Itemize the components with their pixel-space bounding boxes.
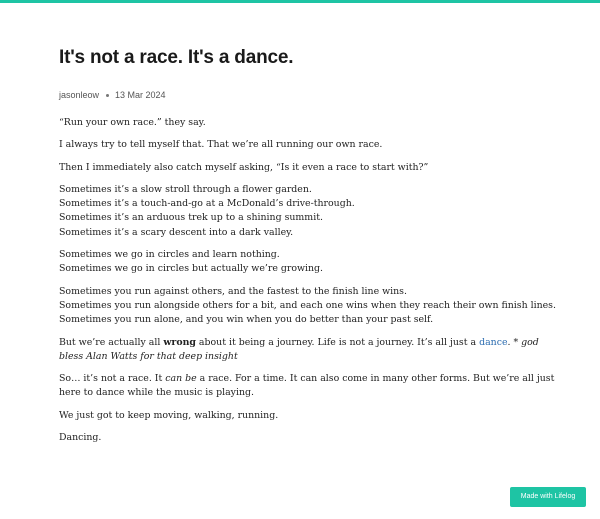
post-body [59,116,559,445]
dance-link[interactable]: dance [479,336,508,348]
paragraph: Then I immediately also catch myself asking, “Is it even a race to start with?” [59,161,429,173]
author-name: jasonleow [59,90,100,100]
paragraph-line: Sometimes we go in circles and learn nothing. [59,249,280,261]
paragraph-line: Sometimes it’s a slow stroll through a flower garden. [59,183,312,195]
paragraph [59,285,559,328]
page-title: It's not a race. It's a dance. [59,47,294,68]
article [59,44,559,453]
post-date: 13 Mar 2024 [115,90,166,100]
paragraph: “Run your own race.” they say. [59,117,206,128]
paragraph-line: Sometimes you run alone, and you win when you do better than your past self. [59,314,434,326]
paragraph [59,183,559,240]
text-run: So… it’s not a race. It [59,373,166,385]
paragraph [59,248,559,277]
separator-dot-icon [106,94,109,97]
top-accent-bar [0,0,600,3]
made-with-lifelog-button[interactable]: Made with Lifelog [510,487,586,507]
paragraph-line: Sometimes you run against others, and the fastest to the finish line wins. [59,285,407,297]
text-run: But we’re actually all [59,336,164,348]
text-run: . * [507,336,522,348]
paragraph [59,336,559,365]
paragraph [59,372,559,401]
bold-text: wrong [163,336,196,348]
paragraph: We just got to keep moving, walking, running. [59,409,279,421]
paragraph-line: Sometimes it’s an arduous trek up to a shining summit. [59,212,323,224]
italic-text: god bless Alan Watts for that deep insight [59,336,539,362]
paragraph: Dancing. [59,432,102,444]
text-run: a race. For a time. It can also come in many other forms. But we’re all just here to dance while the music is playing. [59,373,555,399]
paragraph-line: Sometimes you run alongside others for a bit, and each one wins when they reach their own finish lines. [59,299,556,311]
post-meta [59,89,559,101]
paragraph: I always try to tell myself that. That we’re all running our own race. [59,139,383,151]
paragraph-line: Sometimes we go in circles but actually we’re growing. [59,263,324,275]
paragraph-line: Sometimes it’s a scary descent into a dark valley. [59,226,294,238]
paragraph-line: Sometimes it’s a touch-and-go at a McDonald’s drive-through. [59,198,355,210]
text-run: about it being a journey. Life is not a journey. It’s all just a [195,336,480,348]
italic-text: can be [165,373,197,385]
